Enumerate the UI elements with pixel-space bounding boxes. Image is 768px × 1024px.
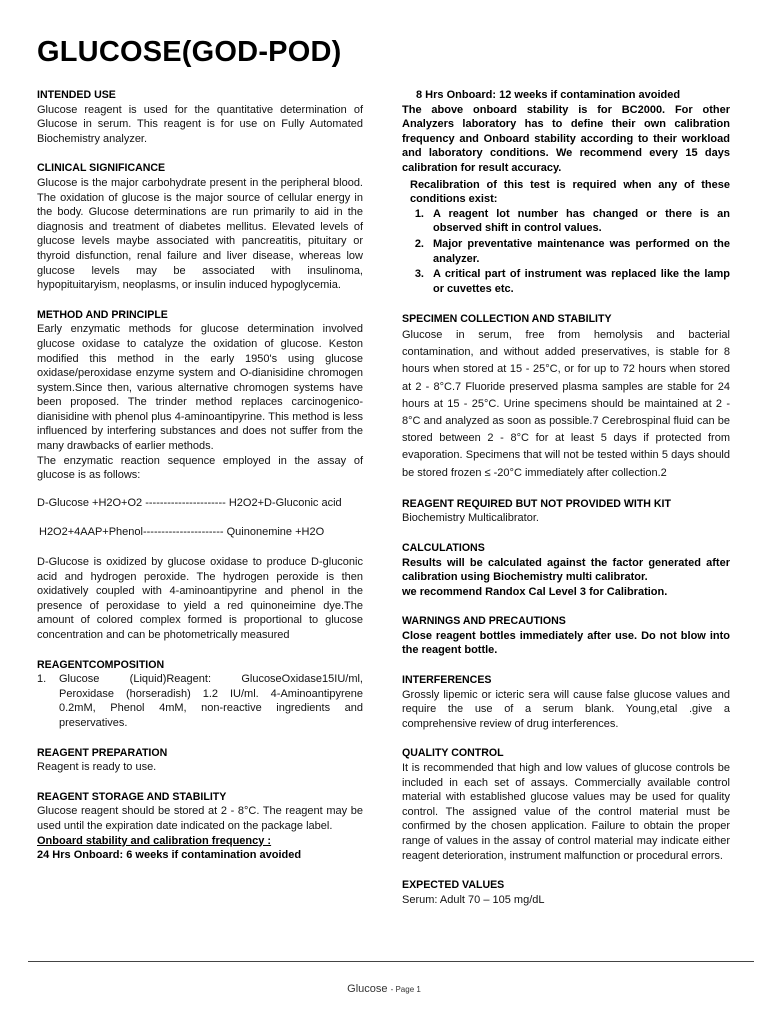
reaction-equation-2: H2O2+4AAP+Phenol---------------------- Quinonemine +H2O xyxy=(39,526,325,539)
footer-divider xyxy=(28,961,754,962)
reagent-preparation-text: Reagent is ready to use. xyxy=(37,761,157,774)
page-footer xyxy=(0,983,768,995)
reagent-storage-section xyxy=(37,790,363,863)
calculations-section xyxy=(402,541,730,599)
reagent-required-text: Biochemistry Multicalibrator. xyxy=(402,512,539,525)
method-principle-text-2: The enzymatic reaction sequence employed in the assay of glucose is as follows: xyxy=(37,454,363,482)
list-item xyxy=(402,267,730,296)
reagent-composition-list xyxy=(37,672,363,730)
calculations-text-2: we recommend Randox Cal Level 3 for Calibration. xyxy=(402,585,668,598)
method-principle-heading: METHOD AND PRINCIPLE xyxy=(37,308,168,321)
page-number: - Page 1 xyxy=(390,985,421,994)
method-principle-text-1: Early enzymatic methods for glucose determination involved glucose oxidase to catalyze the oxidation of glucose. Keston modified this method in the early 1950's using glucose oxidase/peroxidase enzyme system and O-dianisidine chromogen system.Since then, various alternative chromogen systems have been proposed. The trinder method replaces carcinogenico-dianisidine with phenol plus 4-aminoantipyrine. This method is less influenced by interfering substances and does not suffer from the many drawbacks of earlier methods. xyxy=(37,323,363,453)
quality-control-heading: QUALITY CONTROL xyxy=(402,747,504,760)
list-item xyxy=(402,237,730,266)
clinical-significance-section xyxy=(37,161,363,292)
list-item-text: A reagent lot number has changed or there is an observed shift in control values. xyxy=(433,207,730,235)
left-column xyxy=(37,88,363,878)
reagent-storage-text: Glucose reagent should be stored at 2 - 8°C. The reagent may be used until the expiration date indicated on the package label. xyxy=(37,805,363,832)
reagent-required-section xyxy=(402,497,730,526)
intended-use-text: Glucose reagent is used for the quantitative determination of Glucose in serum. This reagent is for use on Fully Automated Biochemistry analyzer. xyxy=(37,103,363,145)
recalibration-list xyxy=(402,207,730,297)
reagent-storage-heading: REAGENT STORAGE AND STABILITY xyxy=(37,790,227,803)
list-item-number: 2. xyxy=(414,237,424,250)
list-item xyxy=(37,672,363,730)
expected-values-heading: EXPECTED VALUES xyxy=(402,879,505,892)
reagent-preparation-heading: REAGENT PREPARATION xyxy=(37,746,168,759)
document-title: GLUCOSE(GOD-POD) xyxy=(37,36,342,68)
list-item xyxy=(402,207,730,236)
interferences-section xyxy=(402,673,730,731)
list-item-number: 1. xyxy=(37,673,47,686)
reagent-composition-section xyxy=(37,658,363,731)
calculations-heading: CALCULATIONS xyxy=(402,541,485,554)
reagent-required-heading: REAGENT REQUIRED BUT NOT PROVIDED WITH KIT xyxy=(402,497,671,510)
reagent-preparation-section xyxy=(37,746,363,775)
method-principle-text-3: D-Glucose is oxidized by glucose oxidase to produce D-gluconic acid and hydrogen peroxide. The hydrogen peroxide is then oxidatively coupled with 4-aminoantipyrine and phenol in the presence of peroxidase to yield a red quinoneimine dye.The amount of colored complex formed is proportional to glucose concentration and can be photometrically measured xyxy=(37,556,363,641)
list-item-text: Major preventative maintenance was performed on the analyzer. xyxy=(433,237,730,265)
reaction-equation-1: D-Glucose +H2O+O2 ---------------------- H2O2+D-Gluconic acid xyxy=(37,496,342,509)
recalibration-intro: Recalibration of this test is required when any of these conditions exist: xyxy=(410,178,730,206)
onboard-24hrs: 24 Hrs Onboard: 6 weeks if contamination avoided xyxy=(37,849,302,862)
warnings-heading: WARNINGS AND PRECAUTIONS xyxy=(402,615,566,628)
quality-control-section xyxy=(402,746,730,863)
onboard-note: The above onboard stability is for BC2000. For other Analyzers laboratory has to define their own calibration frequency and Onboard stability according to their workload and laboratory conditions. We recommend every 15 days calibration for result accuracy. xyxy=(402,103,730,174)
reagent-composition-heading: REAGENTCOMPOSITION xyxy=(37,658,165,671)
specimen-section xyxy=(402,312,730,481)
onboard-8hrs: 8 Hrs Onboard: 12 weeks if contamination avoided xyxy=(416,89,681,101)
interferences-heading: INTERFERENCES xyxy=(402,674,492,687)
footer-label: Glucose xyxy=(347,983,388,995)
list-item-number: 1. xyxy=(414,207,424,220)
onboard-stability-heading: Onboard stability and calibration frequency : xyxy=(37,834,272,847)
calculations-text-1: Results will be calculated against the factor generated after calibration using Biochemistry multi calibrator. xyxy=(402,556,730,584)
quality-control-text: It is recommended that high and low values of glucose controls be included in each set of assays. Commercially available control material with established glucose values may be used for quality control. The assigned value of the control material must be confirmed by the chosen application. Failure to obtain the proper range of values in the assay of control material may indicate either reagent deterioration, instrument malfunction or procedural errors. xyxy=(402,762,730,862)
clinical-significance-heading: CLINICAL SIGNIFICANCE xyxy=(37,162,166,175)
warnings-text: Close reagent bottles immediately after use. Do not blow into the reagent bottle. xyxy=(402,629,730,657)
clinical-significance-text: Glucose is the major carbohydrate present in the peripheral blood. The oxidation of glucose is the major source of cellular energy in the body. Glucose determinations are run primarily to aid in the diagnosis and treatment of diabetes mellitus. Elevated levels of glucose levels maybe associated with pancreatitis, pituitary or thyroid disfunction, renal failure and liver disease, whereas low glucose levels may be associated with insulinoma, hypopituitaryism, neoplasms, or insulin induced hypoglycemia. xyxy=(37,176,363,292)
onboard-stability-continued xyxy=(402,88,730,296)
specimen-heading: SPECIMEN COLLECTION AND STABILITY xyxy=(402,313,612,326)
expected-values-section xyxy=(402,878,730,907)
intended-use-heading: INTENDED USE xyxy=(37,89,116,101)
interferences-text: Grossly lipemic or icteric sera will cause false glucose values and require the use of a serum blank. Young,etal .give a comprehensive review of drug interferences. xyxy=(402,688,730,730)
list-item-text: Glucose (Liquid)Reagent: GlucoseOxidase15IU/ml, Peroxidase (horseradish) 1.2 IU/ml. 4-Aminoantipyrene 0.2mM, Phenol 4mM, non-reactive ingredients and preservatives. xyxy=(59,673,363,729)
right-column xyxy=(402,88,730,922)
specimen-text: Glucose in serum, free from hemolysis and bacterial contamination, and without added preservatives, is stable for 8 hours when stored at 15 - 25°C, or for up to 72 hours when stored at 2 - 8°C.7 Fluoride preserved plasma samples are stable for 24 hours at 15 - 25°C. Urine specimens should be maintained at 2 - 8°C and analyzed as soon as possible.7 Cerebrospinal fluid can be stored between 2 - 8°C for at least 5 days if protected from evaporation. Specimens that will not be tested within 5 days should be stored frozen ≤ -20°C immediately after collection.2 xyxy=(402,328,730,479)
list-item-text: A critical part of instrument was replaced like the lamp or cuvettes etc. xyxy=(433,268,730,295)
method-principle-section xyxy=(37,308,363,643)
warnings-section xyxy=(402,614,730,658)
list-item-number: 3. xyxy=(414,268,424,281)
intended-use-section xyxy=(37,88,363,146)
expected-values-text: Serum: Adult 70 – 105 mg/dL xyxy=(402,893,545,906)
